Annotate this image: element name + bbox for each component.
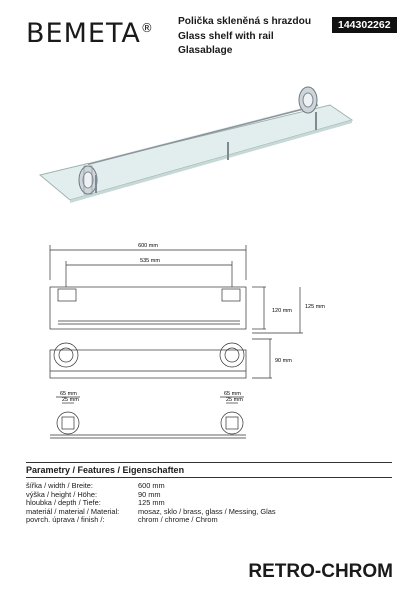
rosette-left [79, 166, 97, 194]
technical-drawing [0, 235, 416, 455]
params-value: mosaz, sklo / brass, glass / Messing, Glas [138, 506, 276, 516]
product-code: 144302262 [332, 17, 397, 33]
dim-25-left: 25 mm [62, 397, 79, 403]
rosette-right [299, 87, 317, 113]
product-photo [0, 80, 416, 230]
params-value: 600 mm [138, 481, 165, 490]
dim-125: 125 mm [305, 304, 325, 310]
title-de: Glasablage [178, 45, 233, 56]
title-en: Glass shelf with rail [178, 30, 274, 42]
registered-mark: ® [140, 21, 154, 35]
dim-535: 535 mm [140, 258, 160, 264]
dim-65-left: 65 mm [60, 391, 77, 397]
product-titles [178, 15, 311, 59]
dim-120: 120 mm [272, 308, 292, 314]
title-cz: Polička skleněná s hrazdou [178, 16, 312, 27]
dim-600: 600 mm [138, 243, 158, 249]
dim-90: 90 mm [275, 358, 292, 364]
params-label: hloubka / depth / Tiefe: [26, 498, 101, 508]
params-title: Parametry / Features / Eigenschaften [26, 465, 185, 475]
params-label: výška / height / Höhe: [26, 489, 98, 499]
series-name: RETRO-CHROM [248, 561, 393, 582]
params-label: povrch. úprava / finish /: [26, 515, 105, 525]
dim-25-right: 25 mm [226, 397, 243, 403]
params-value: 125 mm [138, 498, 165, 508]
params-value: chrom / chrome / Chrom [138, 515, 218, 525]
params-value: 90 mm [138, 489, 161, 499]
params-table [26, 482, 276, 525]
params-title-underline [26, 477, 392, 478]
brand-logo [26, 18, 154, 49]
params-label: šířka / width / Breite: [26, 481, 93, 490]
params-divider [26, 462, 392, 463]
params-row [26, 516, 276, 525]
brand-name: BEMETA [26, 18, 141, 49]
params-label: materiál / material / Material: [26, 506, 120, 516]
dim-65-right: 65 mm [224, 391, 241, 397]
